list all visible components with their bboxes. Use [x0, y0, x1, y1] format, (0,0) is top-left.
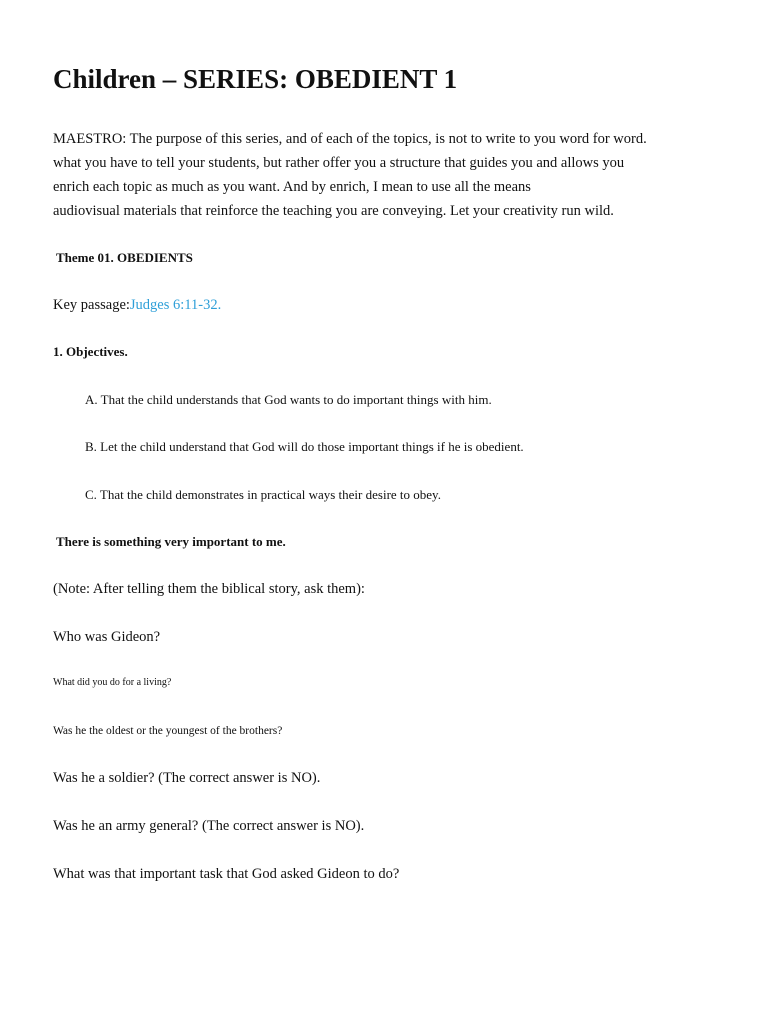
key-passage-link[interactable]: Judges 6:11-32.: [129, 297, 222, 313]
question-item: Who was Gideon?: [53, 629, 161, 645]
intro-line: MAESTRO: The purpose of this series, and of each of the topics, is not to write to you word for word.: [53, 131, 647, 147]
theme-heading: Theme 01. OBEDIENTS: [53, 250, 193, 265]
intro-line: enrich each topic as much as you want. And by enrich, I mean to use all the means: [53, 179, 531, 195]
intro-line: what you have to tell your students, but rather offer you a structure that guides you and allows you: [53, 155, 625, 171]
intro-line: audiovisual materials that reinforce the teaching you are conveying. Let your creativity run wild.: [53, 203, 614, 219]
question-item: Was he the oldest or the youngest of the brothers?: [53, 725, 283, 737]
note-text: (Note: After telling them the biblical story, ask them):: [53, 581, 365, 597]
intro-paragraph: [53, 127, 693, 223]
question-item: Was he a soldier? (The correct answer is NO).: [53, 770, 321, 786]
question-item: What did you do for a living?: [53, 677, 172, 688]
question-item: What was that important task that God asked Gideon to do?: [53, 866, 400, 882]
objectives-heading: 1. Objectives.: [53, 344, 128, 359]
objective-item: A. That the child understands that God wants to do important things with him.: [85, 392, 492, 407]
section-heading: There is something very important to me.: [53, 534, 286, 549]
key-passage: [53, 295, 221, 315]
document-title: Children – SERIES: OBEDIENT 1: [53, 64, 458, 94]
key-passage-label: Key passage:: [53, 297, 130, 313]
objective-item: C. That the child demonstrates in practical ways their desire to obey.: [85, 487, 441, 502]
question-item: Was he an army general? (The correct answer is NO).: [53, 818, 365, 834]
objective-item: B. Let the child understand that God will do those important things if he is obedient.: [85, 439, 524, 454]
